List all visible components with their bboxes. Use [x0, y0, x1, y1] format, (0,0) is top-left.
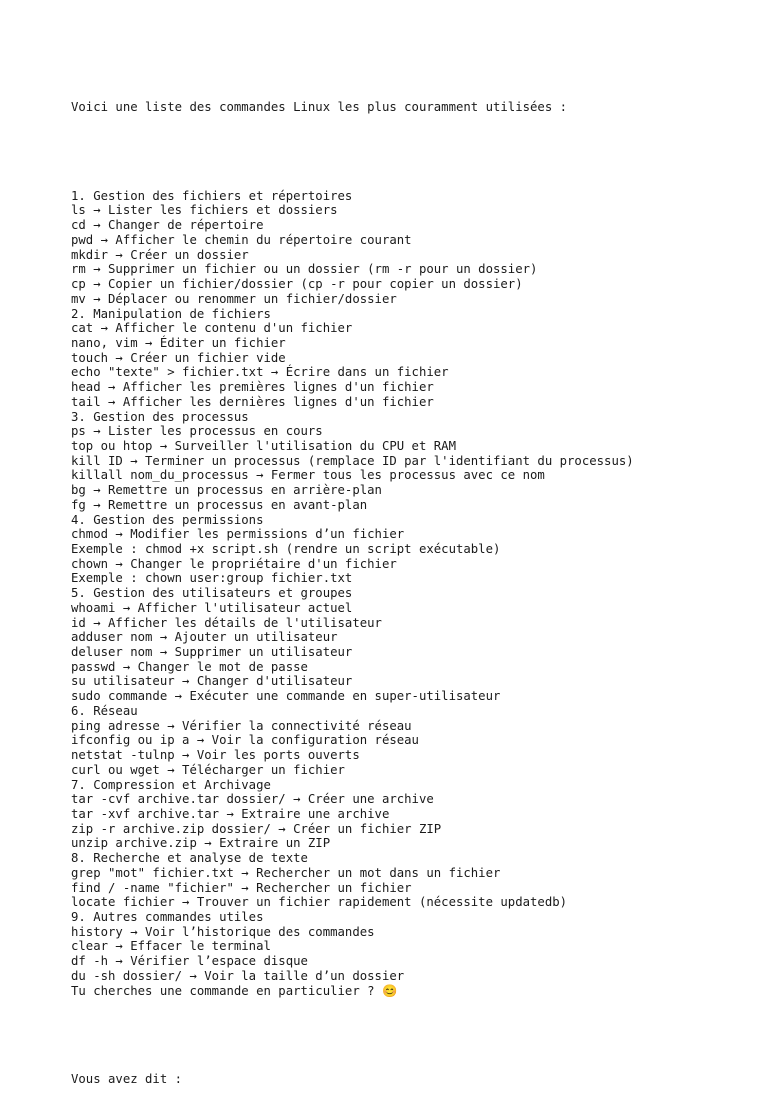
command-line: sudo commande → Exécuter une commande en super-utilisateur: [71, 689, 501, 704]
section-heading: 4. Gestion des permissions: [71, 512, 264, 527]
command-line: Tu cherches une commande en particulier ? 😊: [71, 983, 398, 998]
command-line: clear → Effacer le terminal: [71, 939, 271, 954]
command-line: killall nom_du_processus → Fermer tous les processus avec ce nom: [71, 468, 545, 483]
command-line: touch → Créer un fichier vide: [71, 350, 286, 365]
blank-line: [71, 1028, 751, 1043]
command-line: mkdir → Créer un dossier: [71, 247, 249, 262]
section-heading: 1. Gestion des fichiers et répertoires: [71, 188, 353, 203]
command-line: su utilisateur → Changer d'utilisateur: [71, 674, 353, 689]
command-line: locate fichier → Trouver un fichier rapidement (nécessite updatedb): [71, 895, 568, 910]
command-line: rm → Supprimer un fichier ou un dossier (rm -r pour un dossier): [71, 262, 538, 277]
command-line: cp → Copier un fichier/dossier (cp -r pour copier un dossier): [71, 277, 523, 292]
command-line: Exemple : chown user:group fichier.txt: [71, 571, 353, 586]
command-line: chown → Changer le propriétaire d'un fichier: [71, 556, 397, 571]
command-line: tail → Afficher les dernières lignes d'un fichier: [71, 394, 434, 409]
footer-line: Vous avez dit :: [71, 1071, 183, 1086]
command-line: grep "mot" fichier.txt → Rechercher un mot dans un fichier: [71, 865, 501, 880]
command-line: chmod → Modifier les permissions d’un fichier: [71, 527, 405, 542]
command-line: ls → Lister les fichiers et dossiers: [71, 203, 338, 218]
command-line: mv → Déplacer ou renommer un fichier/dossier: [71, 291, 397, 306]
command-line: bg → Remettre un processus en arrière-plan: [71, 483, 382, 498]
section-heading: 5. Gestion des utilisateurs et groupes: [71, 586, 353, 601]
command-line: curl ou wget → Télécharger un fichier: [71, 762, 345, 777]
command-line: id → Afficher les détails de l'utilisateur: [71, 615, 382, 630]
command-line: netstat -tulnp → Voir les ports ouverts: [71, 748, 360, 763]
section-heading: 2. Manipulation de fichiers: [71, 306, 271, 321]
intro-line: Voici une liste des commandes Linux les plus couramment utilisées :: [71, 100, 568, 115]
command-line: whoami → Afficher l'utilisateur actuel: [71, 600, 353, 615]
command-line: df -h → Vérifier l’espace disque: [71, 954, 308, 969]
section-heading: 7. Compression et Archivage: [71, 777, 271, 792]
section-heading: 8. Recherche et analyse de texte: [71, 851, 308, 866]
command-line: ifconfig ou ip a → Voir la configuration réseau: [71, 733, 419, 748]
command-line: adduser nom → Ajouter un utilisateur: [71, 630, 338, 645]
command-list: [71, 189, 751, 999]
command-line: cat → Afficher le contenu d'un fichier: [71, 321, 353, 336]
command-line: ping adresse → Vérifier la connectivité réseau: [71, 718, 412, 733]
command-line: fg → Remettre un processus en avant-plan: [71, 497, 368, 512]
command-line: zip -r archive.zip dossier/ → Créer un fichier ZIP: [71, 821, 442, 836]
section-heading: 3. Gestion des processus: [71, 409, 249, 424]
command-line: nano, vim → Éditer un fichier: [71, 335, 286, 350]
command-line: tar -cvf archive.tar dossier/ → Créer une archive: [71, 792, 434, 807]
command-line: du -sh dossier/ → Voir la taille d’un dossier: [71, 968, 405, 983]
command-line: head → Afficher les premières lignes d'un fichier: [71, 380, 434, 395]
command-line: ps → Lister les processus en cours: [71, 424, 323, 439]
command-line: find / -name "fichier" → Rechercher un fichier: [71, 880, 412, 895]
command-line: top ou htop → Surveiller l'utilisation du CPU et RAM: [71, 438, 456, 453]
command-line: deluser nom → Supprimer un utilisateur: [71, 645, 353, 660]
command-line: unzip archive.zip → Extraire un ZIP: [71, 836, 331, 851]
command-line: kill ID → Terminer un processus (remplace ID par l'identifiant du processus): [71, 453, 634, 468]
command-line: passwd → Changer le mot de passe: [71, 659, 308, 674]
command-line: pwd → Afficher le chemin du répertoire courant: [71, 232, 412, 247]
command-line: tar -xvf archive.tar → Extraire une archive: [71, 806, 390, 821]
section-heading: 9. Autres commandes utiles: [71, 909, 264, 924]
section-heading: 6. Réseau: [71, 703, 138, 718]
command-line: echo "texte" > fichier.txt → Écrire dans un fichier: [71, 365, 449, 380]
command-line: Exemple : chmod +x script.sh (rendre un script exécutable): [71, 542, 501, 556]
command-line: cd → Changer de répertoire: [71, 218, 264, 233]
document-body: [71, 71, 751, 1101]
blank-line: [71, 145, 751, 160]
command-line: history → Voir l’historique des commandes: [71, 924, 375, 939]
